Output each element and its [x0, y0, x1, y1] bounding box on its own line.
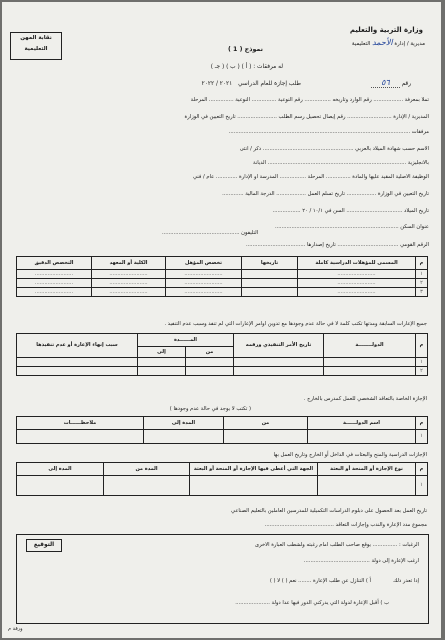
contract-header-index: م [416, 417, 428, 430]
job-field: الوظيفة الأصلية المقيد عليها والمادة ............... المرحلة ................ المدرسة أو الإدارة ............. عام / فني [192, 174, 429, 180]
name-field: الاسم حسب شهادة الميلاد بالعربي ....................................................... ذكر / أنثى [239, 146, 429, 152]
other-header-from: المدة من [104, 463, 190, 476]
qual-header-major: تخصص المؤهل [166, 257, 242, 270]
prior-header-index: م [416, 334, 428, 358]
office-line-2: المديرية / الإدارة ........................... رقم إيصال تحصيل رسم الطلب ........................ تاريخ التعيين في الوزارة [184, 114, 429, 120]
option-a: أ ) التنازل عن طلب الإعارة ........ نعم ( ) لا ( ) [269, 578, 371, 584]
footer-line-1: تاريخ العمل بعد الحصول على دبلوم الدراسات التكميلية للمدرسين العاملين بالتعليم الصناعي [231, 508, 427, 514]
form-number: نموذج ( 1 ) [227, 46, 263, 53]
contracts-note-2: ( تكتب لا يوجد في حالة عدم وجودها ) [169, 406, 251, 412]
other-header-body: الجهة التي أعطى فيها الإجازة أو المنحة أو البعثة [190, 463, 318, 476]
attachments-note: له مرفقات : ( أ ) ( ب ) ( جـ ) [210, 64, 283, 70]
birth-field: تاريخ الميلاد .................................. السن في ١٠/١ / ٢٠ ................. [272, 208, 429, 214]
other-leaves-table [16, 462, 428, 496]
other-header-index: م [416, 463, 428, 476]
prior-header-order: تاريخ الأمر التنفيذي ورقمه [234, 334, 324, 358]
office-line-1: تملأ بمعرفة .................. رقم الوارد وتاريخه ................ رقم النوعية ............... النوعية ............... المرحلة [190, 97, 429, 103]
table-row-index: ١ [416, 358, 428, 367]
table-row-index: ٣ [416, 288, 428, 297]
contracts-note: الإجازة الخاصة بالتعاقد الشخصي للعمل كمدرس بالخارج . [303, 396, 427, 402]
no-objection-label: إذا تعذر ذلك [393, 578, 419, 584]
table-row-index: ٢ [416, 279, 428, 288]
appointment-field: تاريخ التعيين في الوزارة .................. تاريخ تسلم العمل .................. الدرجة المالية ............. [222, 191, 429, 197]
directorate-line: مديرية / إدارة الأحمد التعليمية [351, 38, 425, 47]
qual-header-college: الكلية أو المعهد [92, 257, 166, 270]
page-mark: ورقة م [8, 626, 23, 632]
national-id-field: الرقم القومي ..................................... تاريخ إصدارها .................................... [245, 242, 429, 248]
prior-header-reason: سبب إنهاء الإعارة أو عدم تنفيذها [17, 334, 138, 358]
prior-sub-to: إلى [138, 347, 186, 358]
contract-header-to: المدة إلى [144, 417, 224, 430]
qual-header-title: المسمى للمؤهلات الدراسية كاملة [298, 257, 416, 270]
table-row-index: ١ [416, 476, 428, 496]
prior-header-country: الدولــــــــة [324, 334, 416, 358]
application-form-sheet [2, 2, 441, 638]
qual-header-date: تاريخها [242, 257, 298, 270]
other-leaves-note: الإجازات الدراسية والمنح والبعثات في الداخل أو الخارج وتاريخ العمل بها [273, 452, 427, 458]
contract-header-country: اسم الدولــــــة [308, 417, 416, 430]
ministry-title: وزارة التربية والتعليم [349, 26, 423, 34]
office-line-3: مرفقات .............................................................................................................. [228, 129, 429, 135]
qualifications-table: م المسمى للمؤهلات الدراسية كاملة تاريخها تخصص المؤهل الكلية أو المعهد التخصص الدقيق ١ ........................ ........................ ........................ ........................ ٢ ........................ ........................ ........................ ........................ ٣ ........................ ........................ ........................ ........................ [16, 256, 428, 297]
prior-sub-from: من [186, 347, 234, 358]
prior-leaves-table [16, 333, 428, 376]
contract-header-from: من [224, 417, 308, 430]
address-field: عنوان السكن ........................................................................... [274, 224, 429, 230]
request-title: طلب إجازة للعام الدراسي ٢٠٢١ / ٢٠٢٢ [201, 81, 301, 87]
prior-header-duration: المــــــدة [138, 334, 234, 347]
english-name-field: بالانجليزية .................................................................................... الديانة [253, 160, 429, 166]
prior-leaves-note: جميع الإعارات السابقة ومدتها تكتب كلمة لا في حالة عدم وجودها مع تدوين أوامر الإعارات التي لم تنفذ وسبب عدم التنفيذ . [164, 321, 427, 327]
request-number: رقم ٥٦ [371, 78, 411, 88]
table-row-index: ١ [416, 430, 428, 444]
other-header-to: المدة إلى [17, 463, 104, 476]
option-b: ب ) أقبل الإعارة لدولة التي يدركني الدور فيها عدا دولة ..................... [235, 600, 389, 606]
signature-box: التوقيع [26, 539, 62, 552]
other-header-type: نوع الإجازة أو المنحة أو البعثة [318, 463, 416, 476]
qual-header-index: م [416, 257, 428, 270]
phone-field: التليفون ............................................... [162, 230, 259, 236]
table-row-index: ١ [416, 270, 428, 279]
directorate-handwritten: الأحمد [372, 38, 393, 47]
want-line: ارغب الإعارة إلى دولة ........................................ [303, 558, 419, 564]
union-box: نقابة المهن التعليمية [10, 32, 62, 60]
qual-header-specialty: التخصص الدقيق [17, 257, 92, 270]
contracts-table [16, 416, 428, 444]
contract-header-notes: ملاحظــــــات [17, 417, 144, 430]
footer-line-2: مجموع مدد الإعارة والندب وإجازات التعاقد .......................................... [264, 522, 427, 528]
desires-line: الرغبات : ............... يوقع صاحب الطلب امام رغبته ولشطب العبارة الاخرى [255, 542, 419, 548]
table-row-index: ٢ [416, 367, 428, 376]
